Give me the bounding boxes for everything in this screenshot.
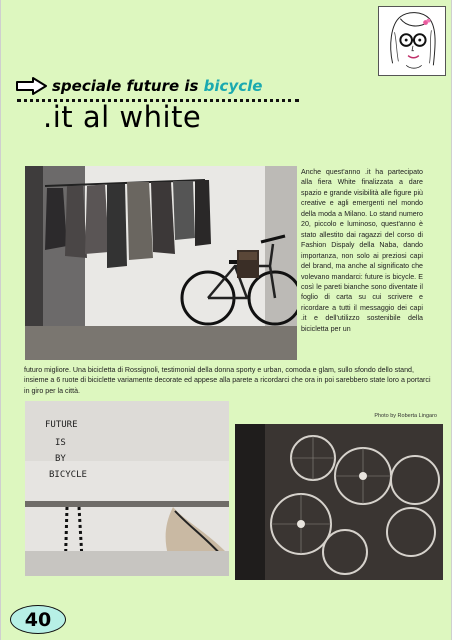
article-headline: .it al white (43, 100, 202, 134)
wall-writing-line-3: BY (55, 454, 66, 464)
wall-writing-line-1: FUTURE (45, 420, 78, 430)
girl-with-glasses-illustration (379, 7, 445, 75)
wall-writing-line-2: IS (55, 438, 66, 448)
section-title (52, 77, 262, 95)
page-number-badge (10, 605, 66, 634)
stand-photo-wheels (235, 424, 443, 580)
stand-photo-bicycle (25, 166, 297, 360)
page-number: 40 (24, 608, 52, 631)
article-column-text: Anche quest'anno .it ha partecipato alla fiera White finalizzata a dare spazio e grande visibilità alle figure più creative e agli emergenti nel mondo della moda a Milano. Lo stand numero 20, piccolo e luminoso, quest'anno è stato allestito dai ragazzi del corso di Fashion Dispaly della Naba, dando importanza, non solo ai preziosi capi del brand, ma anche al significato che volevano mandarci: future is bicycle. E così le pareti bianche sono diventate il foglio di carta su cui scrivere e ricordare a tutti il messaggio dei capi .it e dell'utilizzo sostenibile della bicicletta per un (301, 168, 423, 333)
author-illustration (378, 6, 446, 76)
section-label (15, 75, 262, 97)
photo-credit: Photo by Roberta Lingaro (374, 413, 437, 419)
section-title-prefix: speciale future is (52, 77, 204, 95)
wall-writing-line-4: BICYCLE (49, 470, 87, 480)
stand-photo-wall-writing (25, 401, 229, 576)
arrow-right-icon (15, 77, 48, 95)
section-title-accent: bicycle (203, 77, 263, 95)
article-continued-text: futuro migliore. Una bicicletta di Rossignoli, testimonial della donna sporty e urban, comoda e glam, sullo sfondo dello stand, insieme a 6 ruote di biciclette variamente decorate ed appese alla parete a ricordarci che ora in poi sarebbero state loro a portarci in giro per la città. (24, 366, 431, 395)
